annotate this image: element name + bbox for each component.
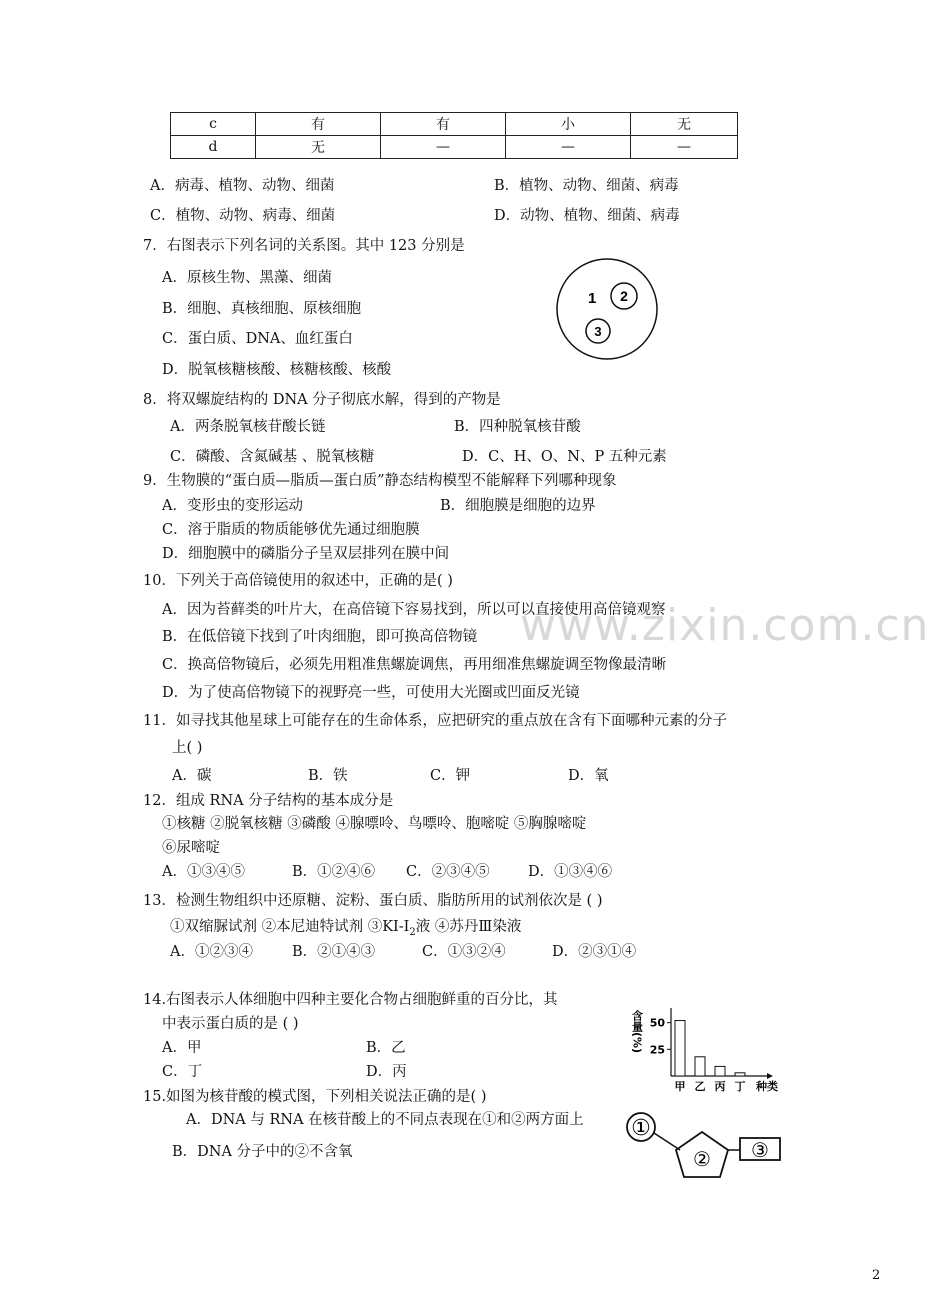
y-tick-label: 25	[649, 1043, 665, 1057]
q8-option-b: B．四种脱氧核苷酸	[454, 419, 581, 435]
q12-option-a: A．①③④⑤	[162, 864, 245, 880]
q14-option-a: A．甲	[162, 1040, 202, 1056]
table-row	[171, 136, 738, 159]
q6-option-c: C．植物、动物、病毒、细菌	[150, 208, 336, 224]
q9-option-d: D．细胞膜中的磷脂分子呈双层排列在膜中间	[162, 546, 450, 562]
q11-option-a: A．碳	[172, 768, 212, 784]
q12-items-line2: ⑥尿嘧啶	[162, 840, 220, 856]
q10-option-c: C．换高倍物镜后，必须先用粗准焦螺旋调焦，再用细准焦螺旋调至物像最清晰	[162, 657, 667, 673]
q7-venn-diagram	[554, 256, 660, 362]
q9-option-a: A．变形虫的变形运动	[162, 498, 303, 514]
table-cell: 无	[631, 113, 738, 136]
watermark: www.zixin.com.cn	[520, 600, 929, 651]
q12-option-c: C．②③④⑤	[406, 864, 490, 880]
q11-option-c: C．钾	[430, 768, 471, 784]
category-label: 乙	[694, 1080, 706, 1093]
page-number: 2	[872, 1268, 881, 1283]
category-label: 甲	[674, 1080, 686, 1093]
table-cell: 无	[256, 136, 381, 159]
venn-label-3: 3	[594, 324, 602, 339]
q7-stem: 7．右图表示下列名词的关系图。其中 123 分别是	[143, 238, 465, 254]
base-label: ③	[751, 1138, 769, 1162]
q12-items-line1: ①核糖 ②脱氧核糖 ③磷酸 ④腺嘌呤、鸟嘌呤、胞嘧啶 ⑤胸腺嘧啶	[162, 816, 587, 832]
q7-option-a: A．原核生物、黑藻、细菌	[162, 270, 332, 286]
table-cell: —	[506, 136, 631, 159]
q8-option-c: C．磷酸、含氮碱基 、脱氧核糖	[170, 449, 375, 465]
q6-option-b: B．植物、动物、细菌、病毒	[494, 178, 679, 194]
q13-option-c: C．①③②④	[422, 944, 506, 960]
q13-subscript: 2	[409, 926, 416, 938]
comparison-table	[170, 112, 738, 159]
q10-stem: 10．下列关于高倍镜使用的叙述中，正确的是( )	[143, 573, 453, 589]
venn-label-1: 1	[588, 290, 597, 307]
sugar-label: ②	[693, 1147, 711, 1171]
q7-option-b: B．细胞、真核细胞、原核细胞	[162, 301, 362, 317]
q11-option-d: D．氧	[568, 768, 609, 784]
table-cell: c	[171, 113, 256, 136]
q12-stem: 12．组成 RNA 分子结构的基本成分是	[143, 793, 394, 809]
table-cell: d	[171, 136, 256, 159]
q8-option-d: D．C、H、O、N、P 五种元素	[462, 449, 667, 465]
q13-option-d: D．②③①④	[552, 944, 637, 960]
x-axis-arrow	[767, 1073, 773, 1079]
q13-option-b: B．②①④③	[292, 944, 376, 960]
q10-option-b: B．在低倍镜下找到了叶肉细胞，即可换高倍物镜	[162, 629, 478, 645]
q12-option-d: D．①③④⑥	[528, 864, 613, 880]
q9-stem: 9．生物膜的“蛋白质—脂质—蛋白质”静态结构模型不能解释下列哪种现象	[143, 473, 617, 489]
q8-stem: 8．将双螺旋结构的 DNA 分子彻底水解，得到的产物是	[143, 392, 501, 408]
q6-option-d: D．动物、植物、细菌、病毒	[494, 208, 680, 224]
q13-items-line1	[170, 915, 521, 938]
q13-items-text: ①双缩脲试剂 ②本尼迪特试剂 ③KI-I	[170, 919, 410, 935]
q14-option-b: B．乙	[366, 1040, 406, 1056]
q9-option-c: C．溶于脂质的物质能够优先通过细胞膜	[162, 522, 420, 538]
bar	[675, 1021, 685, 1076]
q14-option-d: D．丙	[366, 1064, 407, 1080]
q11-option-b: B．铁	[308, 768, 348, 784]
q13-items-text-2: 液 ④苏丹Ⅲ染液	[415, 919, 522, 935]
q13-stem: 13．检测生物组织中还原糖、淀粉、蛋白质、脂肪所用的试剂依次是 ( )	[143, 893, 603, 909]
q15-nucleotide-diagram	[624, 1110, 784, 1188]
q11-stem: 11．如寻找其他星球上可能存在的生命体系，应把研究的重点放在含有下面哪种元素的分子	[143, 713, 727, 729]
q6-option-a: A．病毒、植物、动物、细菌	[150, 178, 335, 194]
q14-stem: 14.右图表示人体细胞中四种主要化合物占细胞鲜重的百分比，其	[143, 992, 558, 1008]
q7-option-d: D．脱氧核糖核酸、核糖核酸、核酸	[162, 362, 392, 378]
table-cell: 有	[256, 113, 381, 136]
category-label: 丙	[714, 1080, 726, 1093]
venn-label-2: 2	[620, 288, 628, 304]
table-cell: 有	[381, 113, 506, 136]
q14-bar-chart	[615, 1000, 778, 1093]
q8-option-a: A．两条脱氧核苷酸长链	[170, 419, 326, 435]
q15-option-a: A．DNA 与 RNA 在核苷酸上的不同点表现在①和②两方面上	[186, 1112, 584, 1128]
q14-option-c: C．丁	[162, 1064, 203, 1080]
bar	[695, 1057, 705, 1076]
table-row	[171, 113, 738, 136]
q12-option-b: B．①②④⑥	[292, 864, 376, 880]
bar	[715, 1066, 725, 1076]
table-cell: —	[381, 136, 506, 159]
q9-option-b: B．细胞膜是细胞的边界	[440, 498, 596, 514]
y-axis-label: 含量(%)	[630, 1010, 644, 1054]
table-cell: 小	[506, 113, 631, 136]
q10-option-a: A．因为苔藓类的叶片大，在高倍镜下容易找到，所以可以直接使用高倍镜观察	[162, 602, 666, 618]
q15-option-b: B．DNA 分子中的②不含氧	[172, 1144, 353, 1160]
q10-option-d: D．为了使高倍物镜下的视野亮一些，可使用大光圈或凹面反光镜	[162, 685, 580, 701]
x-axis-label: 种类	[756, 1080, 778, 1093]
table-cell: —	[631, 136, 738, 159]
category-label: 丁	[734, 1080, 746, 1093]
q7-option-c: C．蛋白质、DNA、血红蛋白	[162, 331, 353, 347]
q13-option-a: A．①②③④	[170, 944, 253, 960]
q11-stem-cont: 上( )	[172, 740, 203, 756]
y-tick-label: 50	[649, 1016, 665, 1030]
bar	[735, 1073, 745, 1076]
phosphate-label: ①	[631, 1116, 651, 1141]
q15-stem: 15.如图为核苷酸的模式图，下列相关说法正确的是( )	[143, 1089, 487, 1105]
q14-stem-cont: 中表示蛋白质的是 ( )	[162, 1016, 299, 1032]
